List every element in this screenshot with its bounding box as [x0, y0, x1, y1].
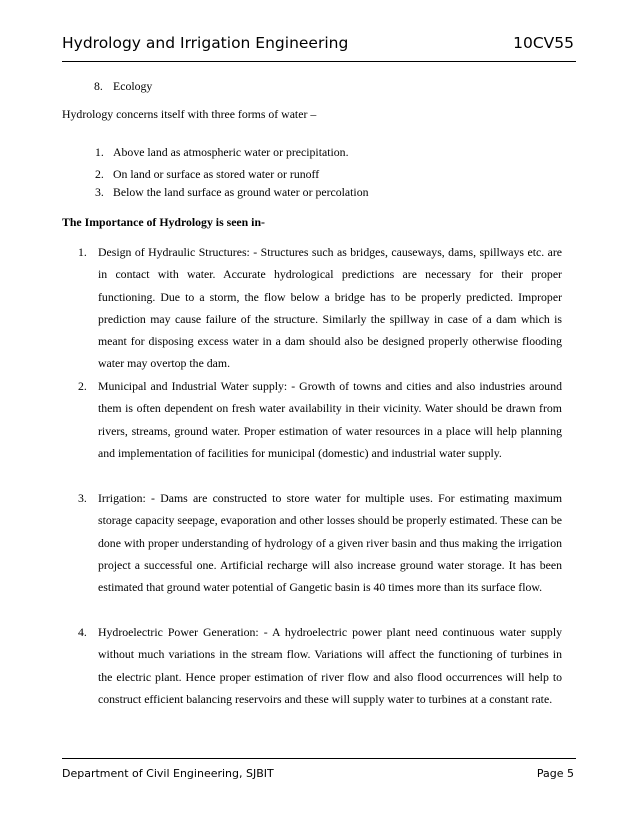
importance-text: Design of Hydraulic Structures: - Structures such as bridges, causeways, dams, spillways etc. are in contact with water. Accurate hydrological predictions are necessary for their proper functioning. Due to a storm, the flow below a bridge has to be properly predicted. Improper prediction may cause failure of the structure. Similarly the spillway in case of a dam which is meant for disposing excess water in a dam should also be designed properly otherwise flooding water may overtop the dam. [98, 245, 562, 371]
importance-heading: The Importance of Hydrology is seen in- [62, 215, 265, 229]
header-title: Hydrology and Irrigation Engineering [62, 34, 349, 52]
intro-paragraph: Hydrology concerns itself with three forms of water – [62, 107, 317, 121]
importance-number: 2. [78, 379, 87, 393]
importance-number: 4. [78, 625, 87, 639]
header-course-code: 10CV55 [513, 34, 574, 52]
footer-rule [62, 758, 576, 759]
top-item-text: Ecology [113, 79, 153, 93]
importance-number: 1. [78, 245, 87, 259]
form-text: Below the land surface as ground water or percolation [113, 185, 369, 199]
form-number: 1. [95, 145, 104, 159]
importance-text: Municipal and Industrial Water supply: - Growth of towns and cities and also industries around them is often dependent on fresh water availability in their vicinity. Water should be drawn from rivers, streams, ground water. Proper estimation of water resources in a place will help planning and implementation of facilities for municipal (domestic) and industrial water supply. [98, 379, 562, 460]
form-number: 2. [95, 167, 104, 181]
footer-department: Department of Civil Engineering, SJBIT [62, 767, 274, 780]
form-text: Above land as atmospheric water or precipitation. [113, 145, 349, 159]
importance-text: Irrigation: - Dams are constructed to store water for multiple uses. For estimating maximum storage capacity seepage, evaporation and other losses should be properly estimated. These can be done with proper understanding of hydrology of a given river basin and thus making the irrigation project a successful one. Artificial recharge will also increase ground water storage. It has been estimated that ground water potential of Gangetic basin is 40 times more than its surface flow. [98, 491, 562, 595]
header-rule [62, 61, 576, 62]
footer-page-number: Page 5 [536, 767, 574, 780]
importance-number: 3. [78, 491, 87, 505]
top-item-number: 8. [94, 79, 103, 93]
importance-text: Hydroelectric Power Generation: - A hydroelectric power plant need continuous water supply without much variations in the stream flow. Variations will affect the functioning of turbines in the electric plant. Hence proper estimation of river flow and also flood occurrences will help to construct efficient balancing reservoirs and these will supply water to turbines at a constant rate. [98, 625, 562, 706]
form-text: On land or surface as stored water or runoff [113, 167, 320, 181]
form-number: 3. [95, 185, 104, 199]
